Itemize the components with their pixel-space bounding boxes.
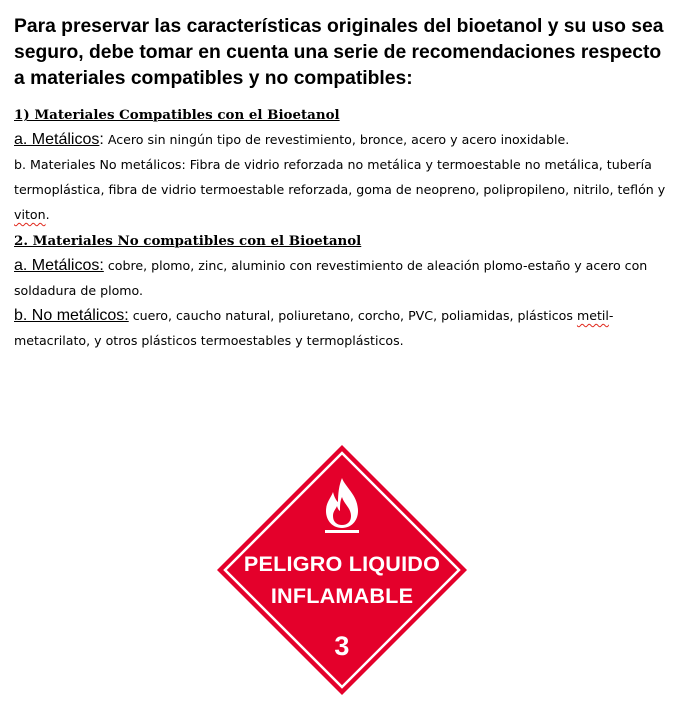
incompatible-heading: 2. Materiales No compatibles con el Bioetanol bbox=[14, 233, 362, 249]
sign-text-line2: INFLAMABLE bbox=[270, 583, 414, 608]
compatible-metals-label: a. Metálicos bbox=[14, 131, 100, 148]
compatible-materials-section bbox=[14, 103, 676, 227]
incompatible-metals-paragraph bbox=[14, 253, 676, 303]
incompatible-nonmetals-text: cuero, caucho natural, poliuretano, corcho, PVC, poliamidas, plásticos bbox=[128, 308, 577, 323]
compatible-nonmetals-text: b. Materiales No metálicos: Fibra de vidrio reforzada no metálica y termoestable no metálica, tubería termoplástica, fibra de vidrio termoestable reforzada, goma de neopreno, polipropileno, nitrilo, teflón y bbox=[14, 157, 666, 197]
compatible-heading: 1) Materiales Compatibles con el Bioetanol bbox=[14, 107, 340, 123]
incompatible-metals-text: cobre, plomo, zinc, aluminio con revestimiento de aleación plomo-estaño y acero con soldadura de plomo. bbox=[14, 258, 648, 298]
compatible-metals-paragraph bbox=[14, 127, 676, 152]
incompatible-materials-section bbox=[14, 229, 676, 353]
incompatible-metals-label: a. Metálicos: bbox=[14, 257, 104, 274]
compatible-metals-colon: : bbox=[99, 131, 104, 148]
compatible-nonmetals-paragraph bbox=[14, 152, 676, 227]
flame-base-line bbox=[325, 530, 359, 533]
incompatible-nonmetals-paragraph bbox=[14, 303, 676, 353]
hazard-class-number: 3 bbox=[334, 631, 350, 661]
incompatible-nonmetals-end: -metacrilato, y otros plásticos termoestables y termoplásticos. bbox=[14, 308, 614, 348]
compatible-metals-text: Acero sin ningún tipo de revestimiento, bronce, acero y acero inoxidable. bbox=[103, 132, 570, 147]
spelling-error-metil[interactable]: metil bbox=[576, 308, 609, 323]
compatible-nonmetals-end: . bbox=[45, 207, 50, 222]
incompatible-nonmetals-label: b. No metálicos: bbox=[14, 307, 129, 324]
sign-text-line1: PELIGRO LIQUIDO bbox=[243, 551, 441, 576]
intro-paragraph: Para preservar las características originales del bioetanol y su uso sea seguro, debe tomar en cuenta una serie de recomendaciones respecto a materiales compatibles y no compatibles: bbox=[14, 16, 664, 89]
spelling-error-viton[interactable]: viton bbox=[14, 207, 46, 222]
flammable-liquid-hazard-sign bbox=[217, 445, 467, 695]
